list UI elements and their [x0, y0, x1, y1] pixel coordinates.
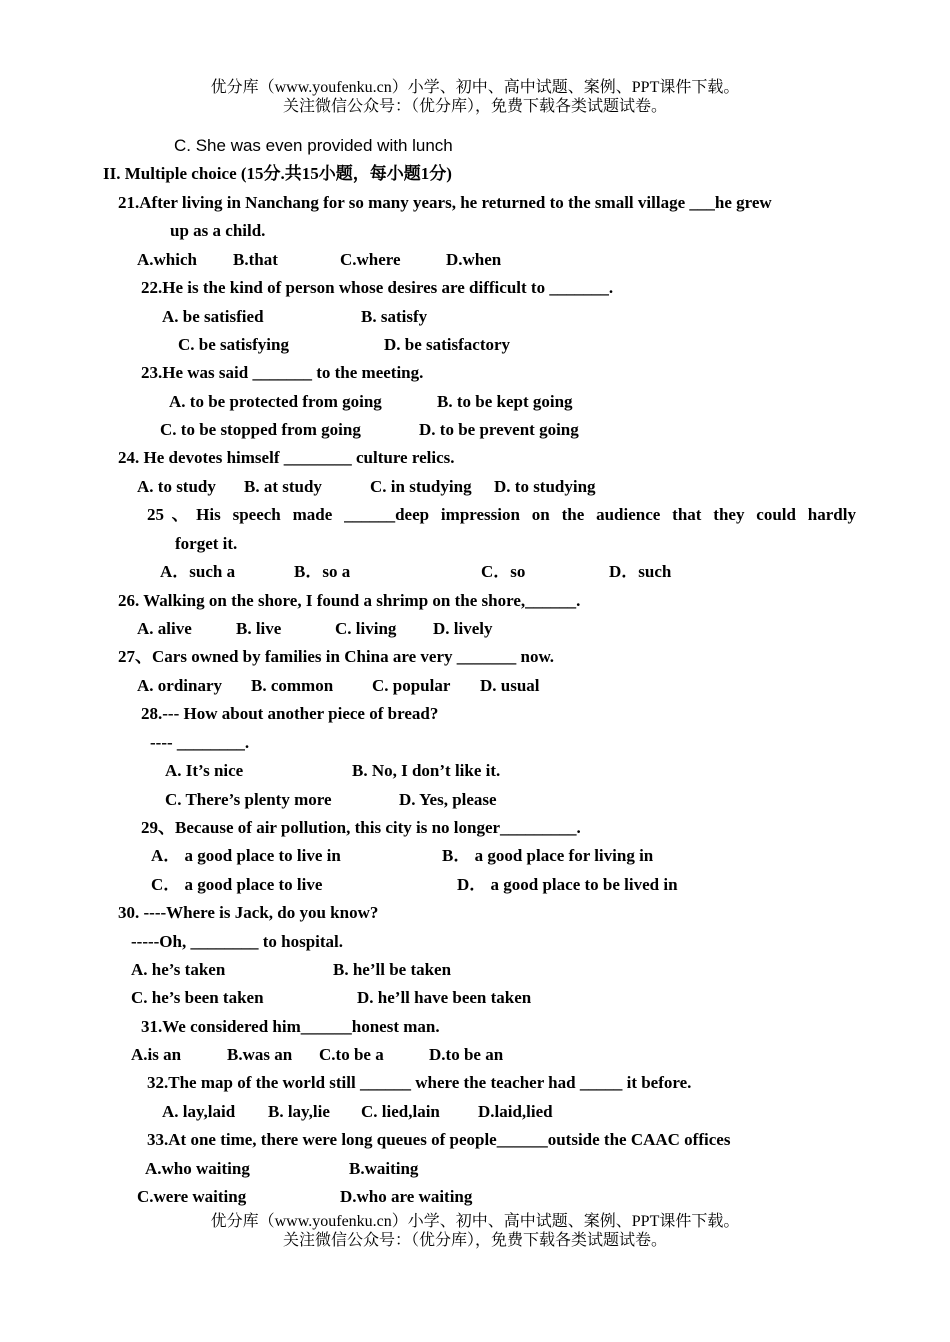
q24-option-d: D. to studying: [494, 477, 596, 496]
q24-stem: 24. He devotes himself ________ culture relics.: [118, 448, 455, 467]
q30-stem: 30. ----Where is Jack, do you know?: [118, 903, 379, 922]
q33-option-a: A.who waiting: [145, 1159, 250, 1178]
q21-option-d: D.when: [446, 250, 502, 269]
q25-option-c: C．so: [481, 562, 526, 581]
q28-option-b: B. No, I don’t like it.: [352, 761, 501, 780]
q33-option-b: B.waiting: [349, 1159, 419, 1178]
q28-option-a: A. It’s nice: [165, 761, 244, 780]
q26-stem: 26. Walking on the shore, I found a shrimp on the shore,______.: [118, 591, 581, 610]
q25-stem-line-1: 25、His speech made ______deep impression on the audience that they could hardly: [147, 505, 856, 524]
footer-line-1: 优分库（www.youfenku.cn）小学、初中、高中试题、案例、PPT课件下载。: [210, 1213, 740, 1230]
q26-option-d: D. lively: [433, 619, 493, 638]
q31-option-b: B.was an: [227, 1045, 293, 1064]
q27-option-a: A. ordinary: [137, 676, 222, 695]
q23-option-c: C. to be stopped from going: [160, 420, 361, 439]
q22-stem: 22.He is the kind of person whose desires are difficult to _______.: [141, 278, 614, 297]
q25-stem-line-2: forget it.: [175, 534, 238, 553]
q30-option-b: B. he’ll be taken: [333, 960, 452, 979]
q21-option-b: B.that: [233, 250, 278, 269]
q25-option-a: A．such a: [160, 562, 236, 581]
q30-reply: -----Oh, ________ to hospital.: [131, 932, 344, 951]
q31-option-d: D.to be an: [429, 1045, 504, 1064]
q30-option-a: A. he’s taken: [131, 960, 226, 979]
q28-option-d: D. Yes, please: [399, 790, 497, 809]
q31-option-a: A.is an: [131, 1045, 182, 1064]
q24-option-b: B. at study: [244, 477, 322, 496]
q28-reply: ---- ________.: [150, 733, 250, 752]
q29-option-c: C． a good place to live: [151, 875, 323, 894]
q24-option-a: A. to study: [137, 477, 216, 496]
section-title: II. Multiple choice (15分.共15小题，每小题1分): [103, 164, 452, 183]
q25-option-b: B．so a: [294, 562, 351, 581]
q21-option-c: C.where: [340, 250, 401, 269]
q30-option-d: D. he’ll have been taken: [357, 988, 532, 1007]
q30-option-c: C. he’s been taken: [131, 988, 264, 1007]
q22-option-a: A. be satisfied: [162, 307, 264, 326]
q23-option-a: A. to be protected from going: [169, 392, 382, 411]
q24-option-c: C. in studying: [370, 477, 472, 496]
q26-option-c: C. living: [335, 619, 397, 638]
q21-stem-line-2: up as a child.: [170, 221, 266, 240]
header-line-1: 优分库（www.youfenku.cn）小学、初中、高中试题、案例、PPT课件下载。: [210, 79, 740, 96]
q31-option-c: C.to be a: [319, 1045, 384, 1064]
q33-stem: 33.At one time, there were long queues of people______outside the CAAC offices: [147, 1130, 731, 1149]
q33-option-c: C.were waiting: [137, 1187, 247, 1206]
q21-option-a: A.which: [137, 250, 197, 269]
q32-option-a: A. lay,laid: [162, 1102, 236, 1121]
q22-option-b: B. satisfy: [361, 307, 428, 326]
q33-option-d: D.who are waiting: [340, 1187, 473, 1206]
q21-stem-line-1: 21.After living in Nanchang for so many years, he returned to the small village ___he grew: [118, 193, 772, 212]
q26-option-a: A. alive: [137, 619, 192, 638]
q28-option-c: C. There’s plenty more: [165, 790, 332, 809]
q32-option-d: D.laid,lied: [478, 1102, 553, 1121]
q29-stem: 29、Because of air pollution, this city is no longer_________.: [141, 818, 581, 837]
q32-stem: 32.The map of the world still ______ where the teacher had _____ it before.: [147, 1073, 692, 1092]
q29-option-a: A． a good place to live in: [151, 846, 341, 865]
q27-option-c: C. popular: [372, 676, 451, 695]
q25-option-d: D．such: [609, 562, 672, 581]
q26-option-b: B. live: [236, 619, 282, 638]
q23-stem: 23.He was said _______ to the meeting.: [141, 363, 424, 382]
footer-line-2: 关注微信公众号：（优分库），免费下载各类试题试卷。: [282, 1232, 667, 1249]
q22-option-c: C. be satisfying: [178, 335, 289, 354]
previous-option-c: C. She was even provided with lunch: [174, 136, 453, 155]
q27-option-d: D. usual: [480, 676, 540, 695]
q27-option-b: B. common: [251, 676, 334, 695]
q23-option-b: B. to be kept going: [437, 392, 573, 411]
header-line-2: 关注微信公众号：（优分库），免费下载各类试题试卷。: [282, 98, 667, 115]
q32-option-b: B. lay,lie: [268, 1102, 330, 1121]
q28-stem: 28.--- How about another piece of bread?: [141, 704, 439, 723]
q29-option-b: B． a good place for living in: [442, 846, 654, 865]
q22-option-d: D. be satisfactory: [384, 335, 511, 354]
q23-option-d: D. to be prevent going: [419, 420, 579, 439]
q27-stem: 27、Cars owned by families in China are very _______ now.: [118, 647, 555, 666]
q29-option-d: D． a good place to be lived in: [457, 875, 678, 894]
q31-stem: 31.We considered him______honest man.: [141, 1017, 440, 1036]
q32-option-c: C. lied,lain: [361, 1102, 440, 1121]
